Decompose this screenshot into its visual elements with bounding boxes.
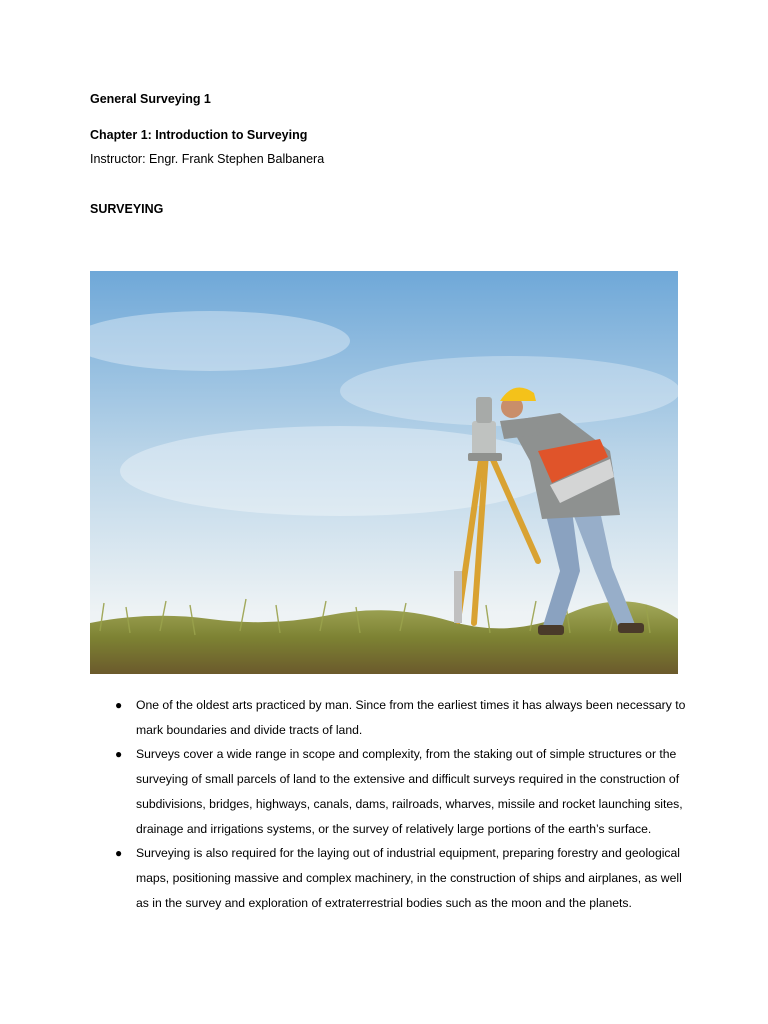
chapter-title: Chapter 1: Introduction to Surveying	[90, 128, 308, 142]
bullet-dot-icon: ●	[115, 698, 123, 712]
bullet-item	[90, 841, 690, 915]
bullet-dot-icon: ●	[115, 747, 123, 762]
surveyor-photo	[90, 271, 678, 674]
course-title: General Surveying 1	[90, 92, 211, 106]
bullet-text: Surveying is also required for the laying out of industrial equipment, preparing forestry and geological maps, positioning massive and complex machinery, in the construction of ships and airplanes, as well as in the survey and exploration of extraterrestrial bodies such as the moon and the planets.	[136, 846, 682, 910]
bullet-dot-icon: ●	[115, 846, 123, 861]
bullet-item	[90, 742, 690, 841]
instructor-line: Instructor: Engr. Frank Stephen Balbanera	[90, 152, 325, 166]
bullet-text: One of the oldest arts practiced by man. Since from the earliest times it has always been necessary to mark boundaries and divide tracts of land.	[136, 698, 686, 737]
bullet-text: Surveys cover a wide range in scope and complexity, from the staking out of simple structures or the surveying of small parcels of land to the extensive and difficult surveys required in the construction of subdivisions, bridges, highways, canals, dams, railroads, wharves, missile and rocket launching sites, drainage and irrigations systems, or the survey of relatively large portions of the earth’s surface.	[136, 747, 683, 836]
bullet-item	[90, 693, 690, 742]
section-heading: SURVEYING	[90, 202, 164, 216]
bullet-list	[90, 693, 690, 915]
